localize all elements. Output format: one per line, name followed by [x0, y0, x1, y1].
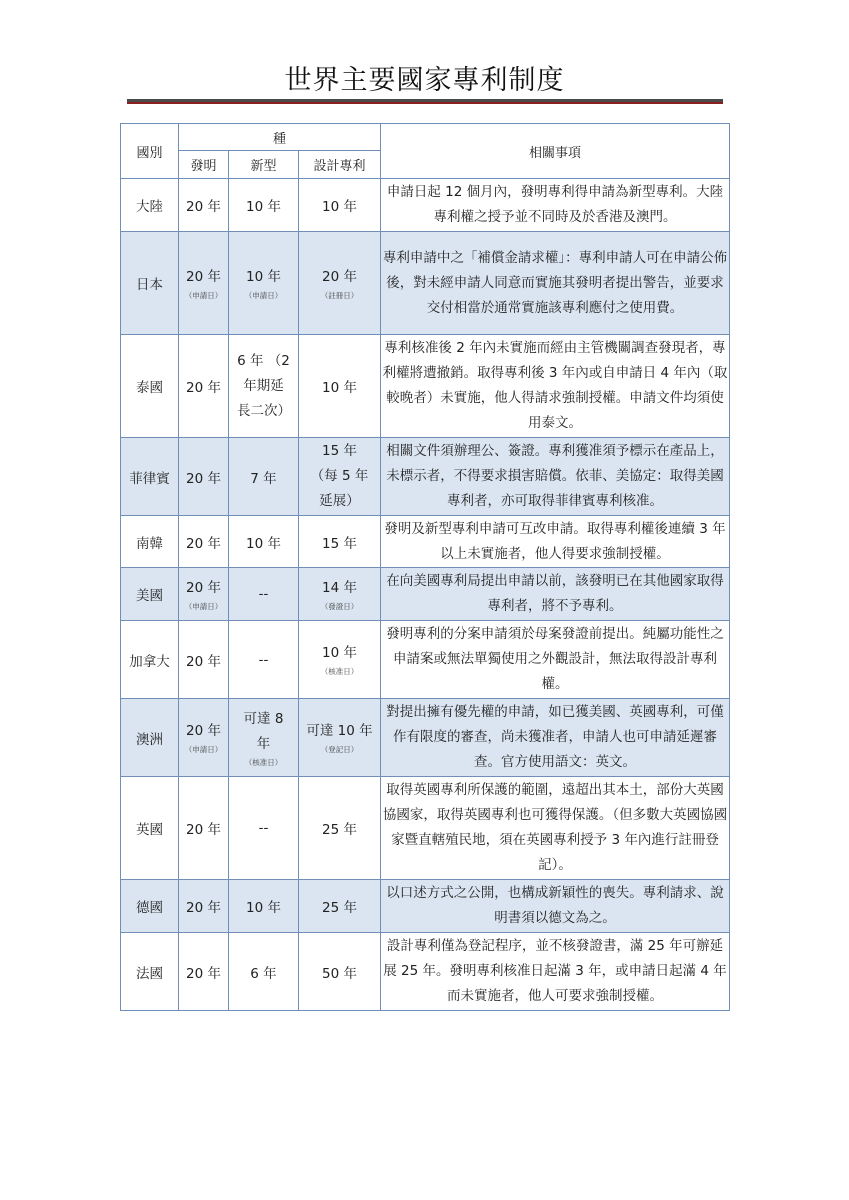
notes-cell: 以口述方式之公開，也構成新穎性的喪失。專利請求、說明書須以德文為之。 [381, 880, 730, 933]
design-cell: 25 年 [299, 777, 381, 880]
title-underline-accent [127, 102, 723, 104]
invention-basis: （申請日） [184, 745, 223, 754]
invention-cell: 20 年 （申請日） [179, 568, 229, 621]
design-basis: （發證日） [320, 601, 359, 611]
design-basis: （核准日） [320, 667, 359, 676]
table-row [121, 179, 730, 232]
design-cell: 可達 10 年 （登記日） [299, 699, 381, 777]
table-row [121, 516, 730, 568]
utility-cell: 6 年 （2 年期延長二次） [229, 335, 299, 438]
utility-cell: -- [229, 568, 299, 621]
invention-basis: （申請日） [184, 290, 223, 300]
design-cell: 50 年 [299, 933, 381, 1011]
invention-cell: 20 年 [179, 933, 229, 1011]
design-basis: （註冊日） [320, 290, 359, 300]
table-row [121, 232, 730, 335]
design-cell: 15 年 [299, 516, 381, 568]
notes-cell: 專利申請中之「補償金請求權」：專利申請人可在申請公佈後，對未經申請人同意而實施其發明者提出警告，並要求交付相當於通常實施該專利應付之使用費。 [381, 232, 730, 335]
patent-system-table [120, 123, 730, 1011]
design-cell: 10 年 （核准日） [299, 621, 381, 699]
country-cell: 美國 [121, 568, 179, 621]
page-title: 世界主要國家專利制度 [284, 65, 565, 96]
utility-cell: 10 年 [229, 179, 299, 232]
header-notes: 相關事項 [381, 124, 730, 179]
table-row [121, 880, 730, 933]
country-cell: 德國 [121, 880, 179, 933]
utility-basis: （申請日） [244, 290, 283, 300]
utility-cell: 6 年 [229, 933, 299, 1011]
header-design: 設計專利 [299, 151, 381, 179]
design-cell: 25 年 [299, 880, 381, 933]
invention-cell: 20 年 [179, 621, 229, 699]
utility-cell: 10 年 [229, 880, 299, 933]
country-cell: 泰國 [121, 335, 179, 438]
country-cell: 法國 [121, 933, 179, 1011]
table-row [121, 335, 730, 438]
design-cell: 14 年 （發證日） [299, 568, 381, 621]
utility-basis: （核准日） [244, 757, 283, 767]
utility-cell: 可達 8 年 （核准日） [229, 699, 299, 777]
invention-cell: 20 年 [179, 179, 229, 232]
invention-basis: （申請日） [184, 601, 223, 611]
country-cell: 大陸 [121, 179, 179, 232]
invention-cell: 20 年 [179, 438, 229, 516]
table-row [121, 933, 730, 1011]
notes-cell: 申請日起 12 個月內，發明專利得申請為新型專利。大陸專利權之授予並不同時及於香港及澳門。 [381, 179, 730, 232]
notes-cell: 對提出擁有優先權的申請，如已獲美國、英國專利，可僅作有限度的審查，尚未獲准者，申請人也可申請延遲審查。官方使用語文：英文。 [381, 699, 730, 777]
notes-cell: 取得英國專利所保護的範圍，遠超出其本土，部份大英國協國家，取得英國專利也可獲得保護。（但多數大英國協國家暨直轄殖民地，須在英國專利授予 3 年內進行註冊登記）。 [381, 777, 730, 880]
table-row [121, 621, 730, 699]
table-row [121, 568, 730, 621]
notes-cell: 發明及新型專利申請可互改申請。取得專利權後連續 3 年以上未實施者，他人得要求強制授權。 [381, 516, 730, 568]
notes-cell: 在向美國專利局提出申請以前，該發明已在其他國家取得專利者，將不予專利。 [381, 568, 730, 621]
design-basis: （登記日） [320, 745, 359, 754]
country-cell: 南韓 [121, 516, 179, 568]
country-cell: 加拿大 [121, 621, 179, 699]
invention-cell: 20 年 （申請日） [179, 232, 229, 335]
notes-cell: 相關文件須辦理公、簽證。專利獲准須予標示在產品上，未標示者，不得要求損害賠償。依菲、美協定：取得美國專利者，亦可取得菲律賓專利核准。 [381, 438, 730, 516]
country-cell: 澳洲 [121, 699, 179, 777]
utility-cell: 10 年 [229, 516, 299, 568]
utility-cell: -- [229, 621, 299, 699]
design-cell: 10 年 [299, 179, 381, 232]
country-cell: 英國 [121, 777, 179, 880]
utility-cell: 7 年 [229, 438, 299, 516]
design-cell: 15 年 （每 5 年延展） [299, 438, 381, 516]
design-cell: 10 年 [299, 335, 381, 438]
header-kind: 種 [179, 124, 381, 151]
table-row [121, 777, 730, 880]
utility-cell: -- [229, 777, 299, 880]
notes-cell: 發明專利的分案申請須於母案發證前提出。純屬功能性之申請案或無法單獨使用之外觀設計，無法取得設計專利權。 [381, 621, 730, 699]
invention-cell: 20 年 [179, 335, 229, 438]
invention-cell: 20 年 [179, 777, 229, 880]
header-country: 國別 [121, 124, 179, 179]
invention-cell: 20 年 [179, 516, 229, 568]
utility-cell: 10 年 （申請日） [229, 232, 299, 335]
design-cell: 20 年 （註冊日） [299, 232, 381, 335]
country-cell: 日本 [121, 232, 179, 335]
header-utility: 新型 [229, 151, 299, 179]
table-row [121, 699, 730, 777]
header-invention: 發明 [179, 151, 229, 179]
notes-cell: 專利核准後 2 年內未實施而經由主管機關調查發現者，專利權將遭撤銷。取得專利後 3 年內或自申請日 4 年內（取較晚者）未實施，他人得請求強制授權。申請文件均須使用泰文。 [381, 335, 730, 438]
table-row [121, 438, 730, 516]
country-cell: 菲律賓 [121, 438, 179, 516]
notes-cell: 設計專利僅為登記程序，並不核發證書，滿 25 年可辦延展 25 年。發明專利核准日起滿 3 年，或申請日起滿 4 年而未實施者，他人可要求強制授權。 [381, 933, 730, 1011]
invention-cell: 20 年 [179, 880, 229, 933]
invention-cell: 20 年 （申請日） [179, 699, 229, 777]
